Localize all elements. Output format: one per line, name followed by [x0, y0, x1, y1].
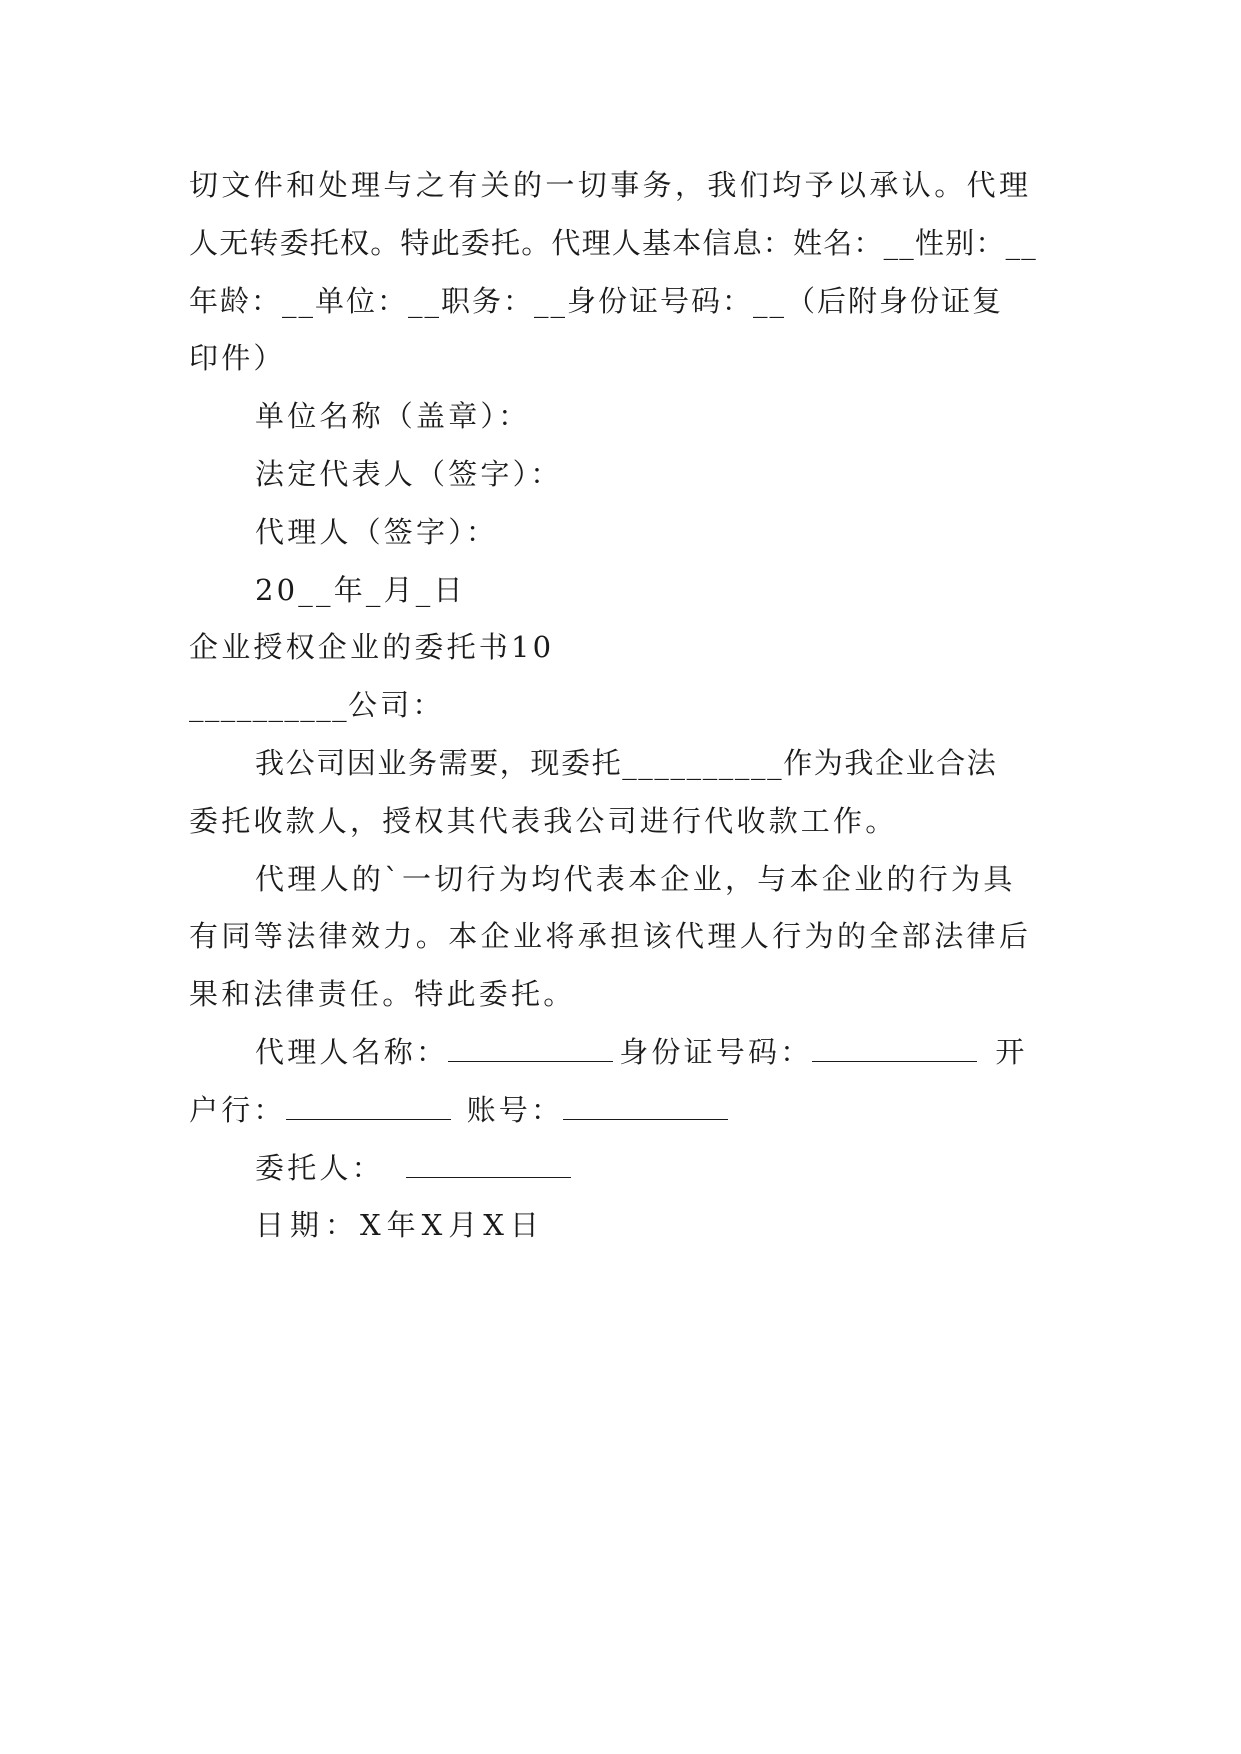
date-text-2: 日期：X年X月X日: [255, 1208, 545, 1243]
id-number-label: 身份证号码：: [619, 1034, 813, 1069]
paragraph-3-line-3: [189, 966, 1054, 1024]
recipient-line: [189, 677, 1054, 735]
bank-blank: [286, 1093, 451, 1120]
agent-signature-line: [189, 504, 1054, 562]
bank-account-line: [189, 1082, 1054, 1140]
text-line: 年龄：__单位：__职务：__身份证号码：__（后附身份证复: [189, 283, 1004, 318]
paragraph-1-line-2: [189, 215, 1054, 273]
principal-blank: [406, 1151, 571, 1178]
unit-name-label: 单位名称（盖章）：: [255, 399, 531, 434]
bank-label-start: 开: [995, 1034, 1028, 1069]
agent-name-label: 代理人名称：: [255, 1034, 449, 1069]
paragraph-2-line-1: [189, 735, 1054, 793]
text-line: 有同等法律效力。本企业将承担该代理人行为的全部法律后: [189, 919, 1032, 954]
date-line-1: [189, 562, 1054, 620]
recipient-suffix: 公司：: [348, 688, 445, 723]
text-line: 切文件和处理与之有关的一切事务，我们均予以承认。代理: [189, 168, 1032, 202]
text-line: 委托收款人，授权其代表我公司进行代收款工作。: [189, 803, 898, 838]
text-line: 果和法律责任。特此委托。: [189, 977, 576, 1012]
paragraph-3-line-2: [189, 908, 1054, 966]
paragraph-3-line-1: [189, 851, 1054, 909]
section-title-text: 企业授权企业的委托书10: [189, 630, 555, 665]
text-line: 代理人的`一切行为均代表本企业，与本企业的行为具: [255, 861, 1016, 896]
paragraph-1-line-1: [189, 157, 1054, 215]
account-blank: [563, 1093, 728, 1120]
text-line: 人无转委托权。特此委托。代理人基本信息：姓名：__性别：__: [189, 225, 1038, 260]
principal-line: [189, 1140, 1054, 1198]
bank-label: 户行：: [189, 1092, 286, 1127]
legal-representative-label: 法定代表人（签字）：: [255, 456, 563, 491]
agent-name-blank: [448, 1035, 613, 1062]
account-label: 账号：: [466, 1092, 564, 1127]
agent-signature-label: 代理人（签字）：: [255, 514, 499, 549]
legal-representative-line: [189, 446, 1054, 504]
paragraph-1-line-3: [189, 273, 1054, 331]
paragraph-1-line-4: [189, 330, 1054, 388]
text-line: 我公司因业务需要，现委托__________作为我企业合法: [255, 745, 998, 780]
agent-fields-line: [189, 1024, 1054, 1082]
principal-label: 委托人：: [255, 1150, 384, 1185]
paragraph-2-line-2: [189, 793, 1054, 851]
id-number-blank: [812, 1035, 977, 1062]
date-line-2: [189, 1197, 1054, 1255]
unit-name-seal-line: [189, 388, 1054, 446]
document-page: [189, 157, 1054, 1255]
section-title: [189, 619, 1054, 677]
recipient-blank: __________: [189, 688, 348, 723]
date-text: 20__年_月_日: [255, 572, 466, 607]
text-line: 印件）: [189, 341, 286, 376]
